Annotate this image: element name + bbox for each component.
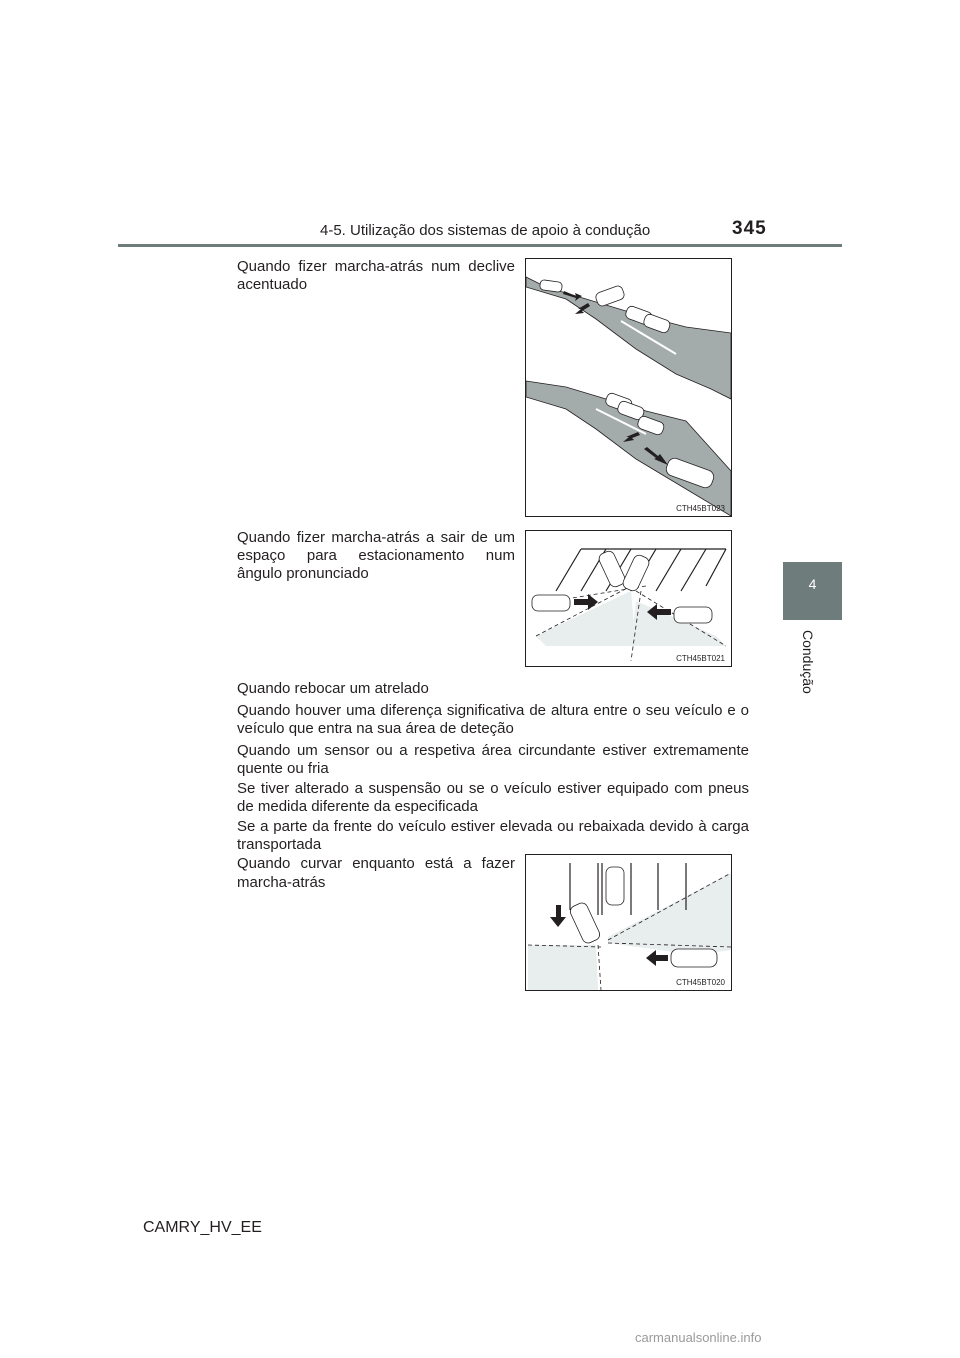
model-code: CAMRY_HV_EE (143, 1219, 262, 1236)
figure-angled-parking (525, 530, 732, 667)
page-number: 345 (732, 218, 767, 239)
item-angled-parking-line1: Quando fizer marcha-atrás a sair de um (237, 529, 515, 546)
item-sensor-temperature: Quando um sensor ou a respetiva área circundante estiver extremamente quente ou fria (237, 742, 749, 777)
item-towing: Quando rebocar um atrelado (237, 680, 429, 697)
item-front-raised: Se a parte da frente do veículo estiver elevada ou rebaixada devido à carga transportada (237, 818, 749, 853)
header-rule (118, 244, 842, 247)
figure-code: CTH45BT021 (676, 654, 725, 663)
item-turning-line1: Quando curvar enquanto está a fazer (237, 855, 515, 872)
item-height-difference: Quando houver uma diferença significativa de altura entre o seu veículo e o veículo que entra na sua área de deteção (237, 702, 749, 737)
figure-code: CTH45BT023 (676, 504, 725, 513)
figure-steep-slope (525, 258, 732, 517)
item-suspension-tires: Se tiver alterado a suspensão ou se o veículo estiver equipado com pneus de medida diferente da especificada (237, 780, 749, 815)
item-angled-parking-line2: espaço para estacionamento num (237, 547, 515, 564)
chapter-label: Condução (800, 630, 816, 694)
figure-code: CTH45BT020 (676, 978, 725, 987)
item-steep-slope: Quando fizer marcha-atrás num declive acentuado (237, 258, 515, 293)
chapter-tab (783, 562, 842, 620)
section-title: 4-5. Utilização dos sistemas de apoio à condução (320, 222, 651, 239)
chapter-number: 4 (808, 576, 817, 592)
item-angled-parking-line3: ângulo pronunciado (237, 565, 369, 582)
item-turning-line2: marcha-atrás (237, 874, 326, 891)
figure-turning (525, 854, 732, 991)
watermark: carmanualsonline.info (635, 1330, 762, 1345)
